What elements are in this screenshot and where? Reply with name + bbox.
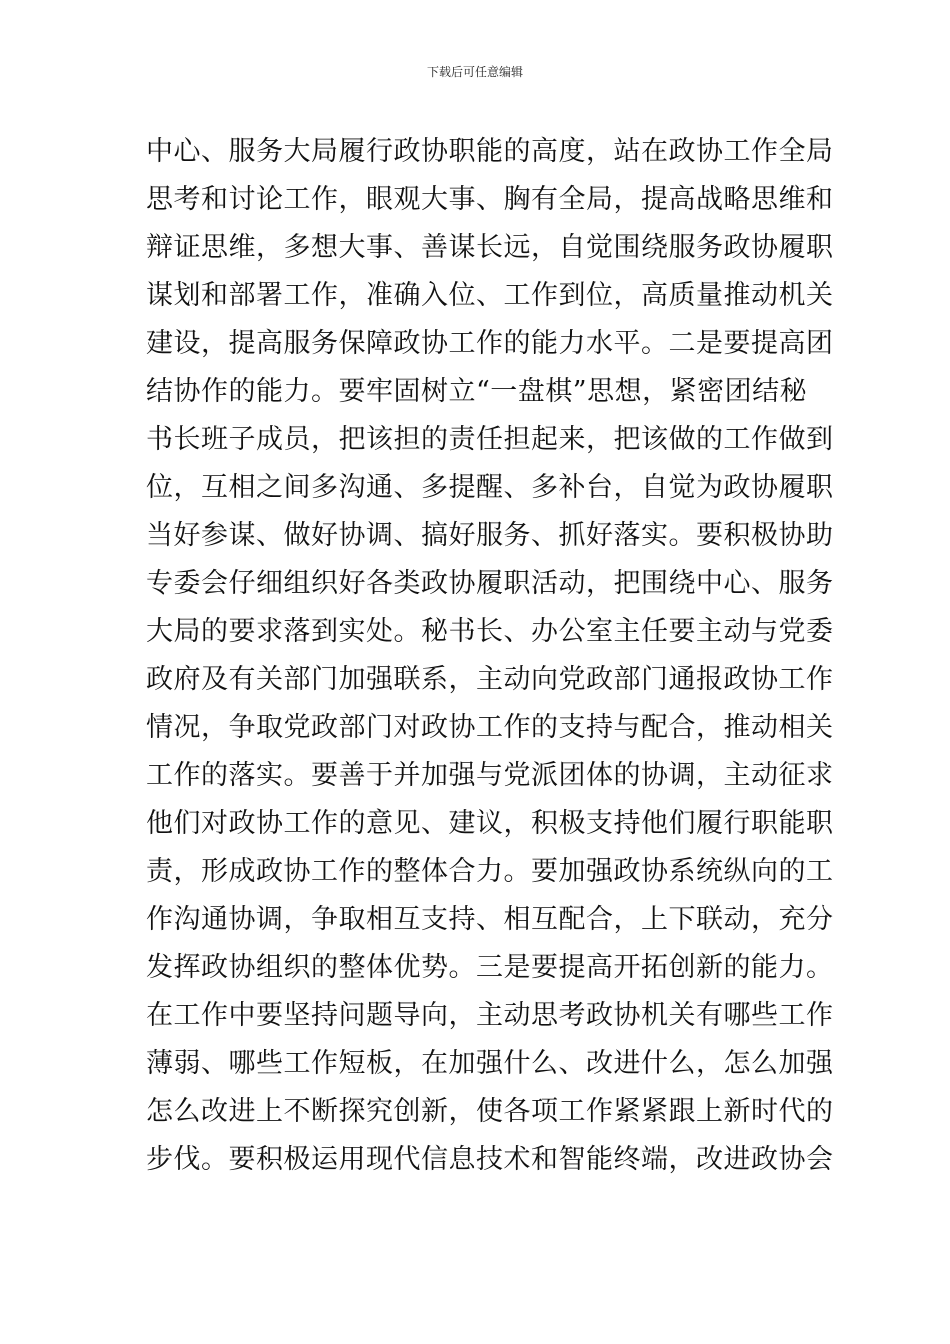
text-line: 情况，争取党政部门对政协工作的支持与配合，推动相关 bbox=[146, 712, 834, 743]
text-line: 建设，提高服务保障政协工作的能力水平。二是要提高团 bbox=[146, 328, 834, 359]
text-line: 辩证思维，多想大事、善谋长远，自觉围绕服务政协履职 bbox=[146, 232, 834, 263]
text-line: 薄弱、哪些工作短板，在加强什么、改进什么，怎么加强 bbox=[146, 1048, 834, 1079]
text-line: 谋划和部署工作，准确入位、工作到位，高质量推动机关 bbox=[146, 280, 834, 311]
document-body bbox=[146, 128, 834, 1184]
text-line: 中心、服务大局履行政协职能的高度，站在政协工作全局 bbox=[146, 136, 834, 167]
text-line: 发挥政协组织的整体优势。三是要提高开拓创新的能力。 bbox=[146, 952, 834, 983]
text-line: 位，互相之间多沟通、多提醒、多补台，自觉为政协履职 bbox=[146, 472, 834, 503]
text-line: 工作的落实。要善于并加强与党派团体的协调，主动征求 bbox=[146, 760, 834, 791]
text-line: 书长班子成员，把该担的责任担起来，把该做的工作做到 bbox=[146, 424, 834, 455]
page-header-note: 下载后可任意编辑 bbox=[426, 65, 523, 79]
text-line: 政府及有关部门加强联系，主动向党政部门通报政协工作 bbox=[146, 664, 834, 695]
text-line: 步伐。要积极运用现代信息技术和智能终端，改进政协会 bbox=[146, 1144, 834, 1175]
text-line: 结协作的能力。要牢固树立“一盘棋”思想，紧密团结秘 bbox=[146, 376, 808, 407]
text-line: 专委会仔细组织好各类政协履职活动，把围绕中心、服务 bbox=[146, 568, 834, 599]
text-line: 在工作中要坚持问题导向，主动思考政协机关有哪些工作 bbox=[146, 1000, 834, 1031]
text-line: 当好参谋、做好协调、搞好服务、抓好落实。要积极协助 bbox=[146, 520, 834, 551]
text-line: 思考和讨论工作，眼观大事、胸有全局，提高战略思维和 bbox=[146, 184, 834, 215]
text-line: 大局的要求落到实处。秘书长、办公室主任要主动与党委 bbox=[146, 616, 834, 647]
text-line: 他们对政协工作的意见、建议，积极支持他们履行职能职 bbox=[146, 808, 834, 839]
text-line: 怎么改进上不断探究创新，使各项工作紧紧跟上新时代的 bbox=[146, 1096, 834, 1127]
text-line: 作沟通协调，争取相互支持、相互配合，上下联动，充分 bbox=[146, 904, 834, 935]
text-line: 责，形成政协工作的整体合力。要加强政协系统纵向的工 bbox=[146, 856, 834, 887]
